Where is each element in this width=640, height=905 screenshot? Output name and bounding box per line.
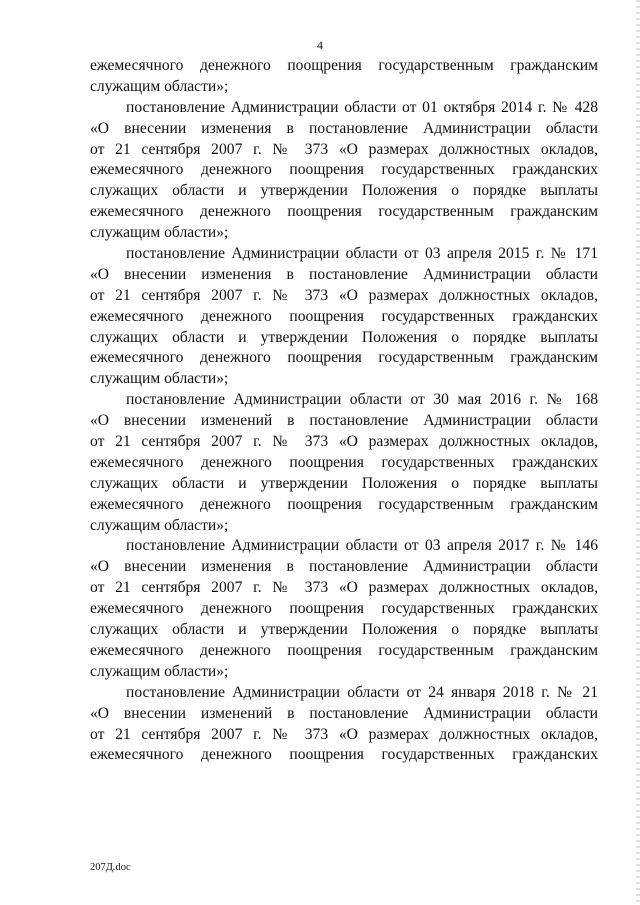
text-line: от 21 сентября 2007 г. № 373 «О размерах должностных окладов,: [90, 433, 598, 451]
text-line: «О внесении изменений в постановление Администрации области: [90, 412, 598, 430]
file-name-footer: 207Д.doc: [90, 862, 131, 873]
text-line: от 21 сентября 2007 г. № 373 «О размерах должностных окладов,: [90, 579, 598, 597]
text-line: от 21 сентября 2007 г. № 373 «О размерах должностных окладов,: [90, 140, 598, 158]
text-line: служащим области»;: [90, 516, 229, 534]
text-line: ежемесячного денежного поощрения государственным гражданским: [90, 495, 598, 513]
text-line: «О внесении изменений в постановление Администрации области: [90, 704, 598, 722]
text-line: служащих области и утверждении Положения о порядке выплаты: [90, 182, 598, 200]
text-line: ежемесячного денежного поощрения государственных гражданских: [90, 161, 598, 179]
text-line: служащим области»;: [90, 77, 229, 95]
text-line: ежемесячного денежного поощрения государственных гражданских: [90, 600, 598, 618]
text-line: от 21 сентября 2007 г. № 373 «О размерах должностных окладов,: [90, 286, 598, 304]
text-line: ежемесячного денежного поощрения государственным гражданским: [90, 57, 598, 74]
text-line: постановление Администрации области от 24 января 2018 г. № 21: [126, 683, 598, 701]
text-line: постановление Администрации области от 01 октября 2014 г. № 428: [126, 98, 598, 116]
text-line: ежемесячного денежного поощрения государственных гражданских: [90, 746, 598, 764]
text-line: служащих области и утверждении Положения о порядке выплаты: [90, 328, 598, 346]
text-line: ежемесячного денежного поощрения государственных гражданских: [90, 453, 598, 471]
text-line: «О внесении изменения в постановление Администрации области: [90, 558, 598, 576]
text-line: служащим области»;: [90, 662, 229, 680]
text-line: «О внесении изменения в постановление Администрации области: [90, 119, 598, 137]
text-line: ежемесячного денежного поощрения государственным гражданским: [90, 203, 598, 221]
text-line: ежемесячного денежного поощрения государственным гражданским: [90, 641, 598, 659]
text-line: служащих области и утверждении Положения о порядке выплаты: [90, 621, 598, 639]
text-line: постановление Администрации области от 03 апреля 2017 г. № 146: [126, 537, 598, 555]
text-line: ежемесячного денежного поощрения государственным гражданским: [90, 349, 598, 367]
text-line: служащим области»;: [90, 224, 229, 242]
text-line: постановление Администрации области от 30 мая 2016 г. № 168: [126, 391, 598, 409]
document-body: [90, 56, 598, 766]
text-line: «О внесении изменения в постановление Администрации области: [90, 265, 598, 283]
text-line: ежемесячного денежного поощрения государственных гражданских: [90, 307, 598, 325]
page-number: 4: [317, 38, 323, 52]
text-line: постановление Администрации области от 03 апреля 2015 г. № 171: [126, 245, 598, 263]
scan-edge: [636, 0, 640, 905]
text-line: служащим области»;: [90, 370, 229, 388]
text-line: служащих области и утверждении Положения о порядке выплаты: [90, 474, 598, 492]
text-line: от 21 сентября 2007 г. № 373 «О размерах должностных окладов,: [90, 725, 598, 743]
